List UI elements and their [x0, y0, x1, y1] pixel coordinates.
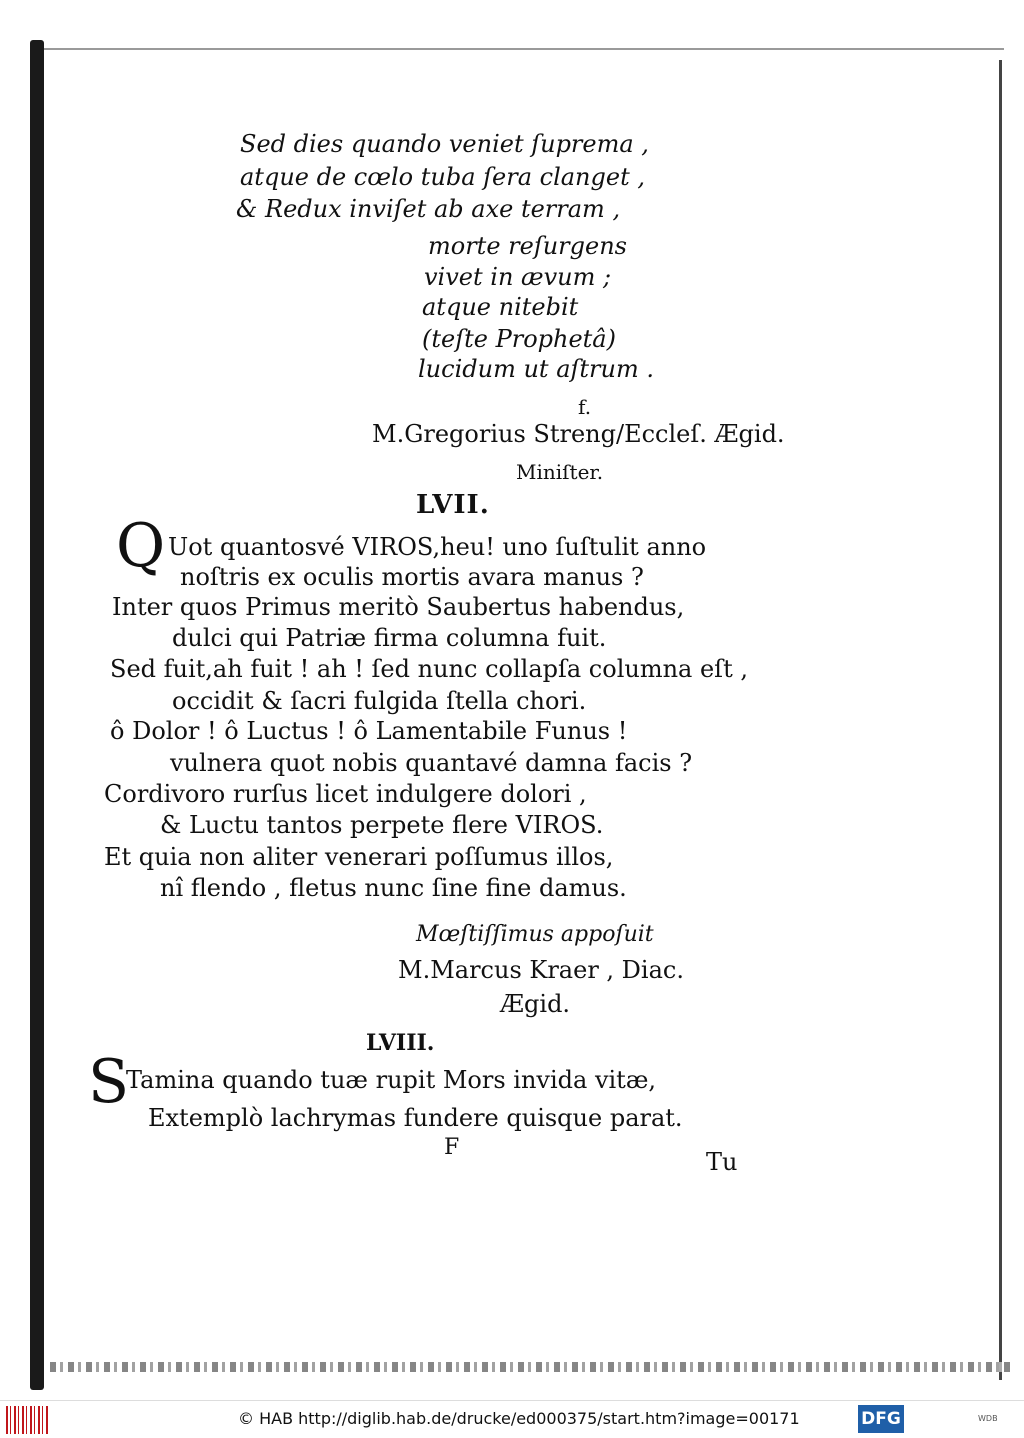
page-right-edge [999, 60, 1002, 1380]
verse-line: ô Dolor ! ô Luctus ! ô Lamentabile Funus ! [110, 717, 628, 745]
verse-line: Inter quos Primus meritò Saubertus habendus, [112, 593, 685, 621]
catchword: Tu [706, 1148, 738, 1176]
verse-line: Tamina quando tuæ rupit Mors invida vitæ, [126, 1066, 657, 1094]
barcode-icon [6, 1406, 50, 1434]
poem-mark: f. [578, 395, 592, 419]
poem-line: atque nitebit [422, 293, 579, 321]
verse-line: dulci qui Patriæ firma columna fuit. [172, 624, 607, 652]
verse-line: Cordivoro rurſus licet indulgere dolori , [104, 780, 587, 808]
verse-line: Extemplò lachrymas fundere quisque parat. [148, 1104, 683, 1132]
signature-mark: F [444, 1135, 460, 1160]
poem-line: vivet in ævum ; [424, 263, 612, 291]
verse-line: occidit & ſacri fulgida ſtella chori. [172, 687, 587, 715]
sign-line: Mœſtiſſimus appoſuit [416, 922, 654, 947]
poem-author: M.Gregorius Streng/Eccleſ. Ægid. [372, 420, 785, 448]
verse-line: Uot quantosvé VIROS,heu! uno ſuſtulit anno [168, 533, 707, 561]
verse-line: nî flendo , fletus nunc ſine fine damus. [160, 874, 627, 902]
poem-line: lucidum ut aſtrum . [418, 355, 654, 383]
section-author: M.Marcus Kraer , Diac. [398, 956, 684, 984]
poem-line: morte reſurgens [428, 232, 627, 260]
verse-line: vulnera quot nobis quantavé damna facis ? [170, 749, 693, 777]
page-bottom-edge [50, 1362, 1010, 1372]
page-binding-edge [30, 40, 44, 1390]
verse-line: Sed fuit,ah fuit ! ah ! ſed nunc collapſa columna eſt , [110, 655, 748, 683]
wdb-mark: WDB [978, 1414, 998, 1423]
verse-line: noſtris ex oculis mortis avara manus ? [180, 563, 644, 591]
footer-copyright-link[interactable]: © HAB http://diglib.hab.de/drucke/ed000375/start.htm?image=00171 [238, 1409, 800, 1428]
dfg-logo[interactable]: DFG [858, 1405, 904, 1433]
verse-line: Et quia non aliter venerari poſſumus illos, [104, 843, 614, 871]
poem-author-role: Miniſter. [516, 460, 604, 484]
poem-line: (teſte Prophetâ) [422, 325, 616, 353]
poem-line: Sed dies quando veniet ſuprema , [240, 130, 649, 158]
page-top-edge [44, 48, 1004, 50]
section-heading-lvii: LVII. [416, 490, 490, 520]
dropcap-q: Q [116, 511, 166, 581]
poem-line: & Redux inviſet ab axe terram , [236, 195, 621, 223]
dropcap-s: S [88, 1047, 130, 1117]
verse-line: & Luctu tantos perpete flere VIROS. [160, 811, 604, 839]
footer-bar [0, 1400, 1024, 1438]
section-heading-lviii: LVIII. [366, 1030, 435, 1056]
section-author-place: Ægid. [500, 990, 571, 1018]
poem-line: atque de cœlo tuba ſera clanget , [240, 163, 645, 191]
